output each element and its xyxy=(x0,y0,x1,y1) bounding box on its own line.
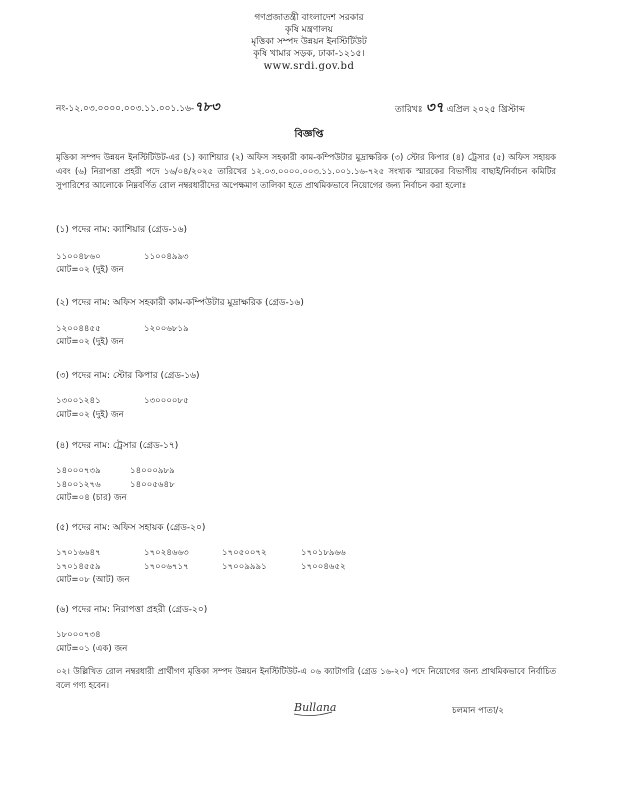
roll-number: ১৪০০০৭৩৯ xyxy=(56,466,101,476)
roll-number: ১৭০০৬৭১৭ xyxy=(144,562,189,572)
section-heading-store-keeper: (৩) পদের নাম: স্টোর কিপার (গ্রেড-১৬) xyxy=(56,371,200,381)
letterhead-government: গণপ্রজাতন্ত্রী বাংলাদেশ সরকার xyxy=(254,13,364,23)
section-heading-cashier: (১) পদের নাম: ক্যাশিয়ার (গ্রেড-১৬) xyxy=(56,225,187,235)
date-handwritten-day: ৩৭ xyxy=(425,100,444,116)
section-total: মোট=০২ (দুই) জন xyxy=(56,410,124,420)
roll-number: ১৩০০০০৮৫ xyxy=(144,396,189,406)
roll-number: ১২০০৪৪৫৫ xyxy=(56,324,101,334)
section-heading-office-helper: (৫) পদের নাম: অফিস সহায়ক (গ্রেড-২০) xyxy=(56,523,206,533)
section-total: মোট=০৮ (আট) জন xyxy=(56,575,130,585)
roll-number: ১৩০০১২৪১ xyxy=(56,396,101,406)
roll-number: ১৮০০০৭৩৪ xyxy=(56,630,101,640)
closing-paragraph: ০২। উল্লিখিত রোল নম্বরধারী প্রার্থীগণ মৃত্তিকা সম্পদ উন্নয়ন ইনস্টিটিউট-এ ০৬ ক্যাটাগরি (গ্রেড ১৬-২০) পদে নিয়োগের জন্য প্রাথমিকভাবে নির্বাচিত বলে গণ্য হবেন। xyxy=(56,666,556,690)
signature xyxy=(292,696,352,722)
date-label: তারিখঃ xyxy=(395,105,423,115)
roll-number: ১৭০১৮৯৬৬ xyxy=(301,548,346,558)
section-heading-office-assistant: (২) পদের নাম: অফিস সহকারী কাম-কম্পিউটার মুদ্রাক্ষরিক (গ্রেড-১৬) xyxy=(56,298,304,308)
continued-page-note: চলমান পাতা/২ xyxy=(452,706,504,716)
memo-handwritten-number: ৭৮৩ xyxy=(194,100,220,115)
roll-number: ১৭০১৪৫৫৯ xyxy=(56,562,101,572)
signature-text: Bullana xyxy=(294,701,337,714)
section-total: মোট=০৪ (চার) জন xyxy=(56,493,127,503)
roll-number: ১৭০০৯৯৯১ xyxy=(222,562,267,572)
letterhead-ministry: কৃষি মন্ত্রণালয় xyxy=(284,25,333,35)
roll-number: ১৭০৫০০৭২ xyxy=(222,548,267,558)
roll-number: ১৪০০৫৬৪৮ xyxy=(130,480,175,490)
roll-number: ১৭০১৬৬৪৭ xyxy=(56,548,101,558)
memo-prefix: নং-১২.০৩.০০০০.০০৩.১১.০০১.১৬- xyxy=(56,104,195,114)
letterhead-address: কৃষি খামার সড়ক, ঢাকা-১২১৫। xyxy=(253,49,365,59)
signature-mark xyxy=(292,696,352,718)
notice-date xyxy=(395,96,525,120)
roll-number: ১২০০৬৮১৯ xyxy=(144,324,189,334)
roll-number: ১৪০০০৯৮৯ xyxy=(130,466,175,476)
date-month-year: এপ্রিল ২০২৫ খ্রিস্টাব্দ xyxy=(446,105,525,115)
roll-number: ১৪০০১২৭৬ xyxy=(56,480,101,490)
roll-number: ১১০০৪৮৬০ xyxy=(56,252,101,262)
roll-number: ১১০০৪৯৯৩ xyxy=(144,252,189,262)
section-heading-tracer: (৪) পদের নাম: ট্রেসার (গ্রেড-১৭) xyxy=(56,441,179,451)
letterhead xyxy=(0,12,618,73)
section-heading-security-guard: (৬) পদের নাম: নিরাপত্তা প্রহরী (গ্রেড-২০) xyxy=(56,605,208,615)
section-total: মোট=০২ (দুই) জন xyxy=(56,337,124,347)
letterhead-website[interactable]: www.srdi.gov.bd xyxy=(263,61,355,72)
letterhead-institute: মৃত্তিকা সম্পদ উন্নয়ন ইনস্টিটিউট xyxy=(251,37,367,47)
roll-number: ১৭০০৪৬৫২ xyxy=(301,562,346,572)
section-total: মোট=০২ (দুই) জন xyxy=(56,265,124,275)
memo-number xyxy=(56,98,220,119)
roll-number: ১৭০২৪৬৬৩ xyxy=(144,548,189,558)
intro-paragraph: মৃত্তিকা সম্পদ উন্নয়ন ইনস্টিটিউট-এর (১) ক্যাশিয়ার (২) অফিস সহকারী কাম-কম্পিউটার মুদ্রাক্ষরিক (৩) স্টোর কিপার (৪) ট্রেসার (৫) অফিস সহায়ক এবং (৬) নিরাপত্তা প্রহরী পদে ১৬/০৪/২০২৫ তারিখের ১২.০৩.০০০০.০০৩.১১.০০১.১৬-৭২৫ সংখ্যক স্মারকের বিভাগীয় বাছাই/নির্বাচন কমিটির সুপারিশের আলোকে নিম্নবর্ণিত রোল নম্বরধারীদের অপেক্ষমাণ তালিকা হতে প্রাথমিকভাবে নিয়োগের জন্য নির্বাচন করা হলোঃ xyxy=(56,152,556,190)
notice-title: বিজ্ঞপ্তি xyxy=(294,129,324,140)
section-total: মোট=০১ (এক) জন xyxy=(56,644,128,654)
